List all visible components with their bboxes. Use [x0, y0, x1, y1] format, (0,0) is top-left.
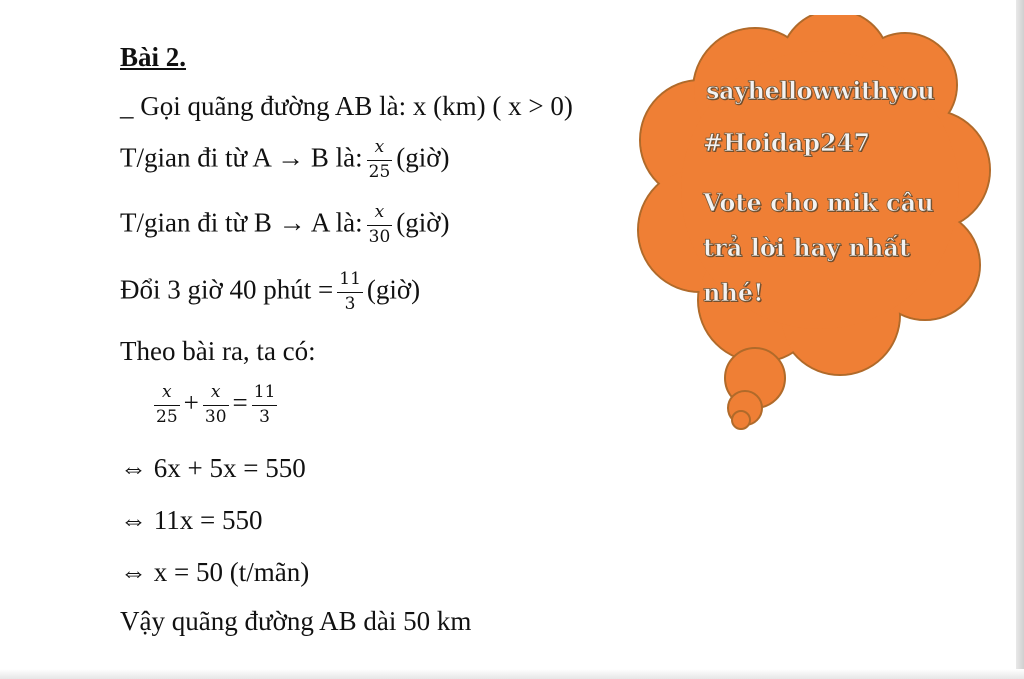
step-3: ⇔ x = 50 (t/mãn) [120, 557, 310, 587]
page-bottom-shadow [0, 669, 1024, 679]
cloud-vote-message: Vote cho mik câu trả lời hay nhất nhé! [703, 188, 934, 307]
cloud-username: sayhellowwithyou [706, 76, 935, 105]
line-time-b-to-a [120, 203, 450, 247]
conversion-label: Đổi 3 giờ 40 phút = [120, 274, 334, 305]
unit-hours: (giờ) [396, 207, 450, 238]
eq-fraction-x-30: $\frac{x}{30}$ [204, 382, 227, 427]
eq-fraction-x-25: $\frac{x}{25}$ [156, 382, 178, 427]
equation [150, 383, 281, 427]
fraction-x-25: $\frac{x}{25}$ [368, 137, 391, 182]
problem-title: Bài 2. [120, 42, 187, 72]
step-1: ⇔ 6x + 5x = 550 [120, 453, 306, 483]
cloud-hashtag: #Hoidap247 [703, 128, 871, 157]
fraction-11-3: $\frac{11}{3}$ [339, 269, 361, 314]
step-2: ⇔ 11x = 550 [120, 505, 263, 535]
unit-hours: (giờ) [366, 274, 421, 305]
fraction-x-30: $\frac{x}{30}$ [368, 202, 391, 247]
time-a-b-label: T/gian đi từ A → B là: [120, 142, 363, 173]
line-conversion [120, 270, 420, 314]
conclusion: Vậy quãng đường AB dài 50 km [120, 606, 472, 636]
line-setup: Theo bài ra, ta có: [120, 336, 316, 366]
time-b-a-label: T/gian đi từ B → A là: [120, 207, 363, 238]
line-assumption: _ Gọi quãng đường AB là: x (km) ( x > 0) [120, 91, 573, 121]
plus-sign: + [183, 387, 199, 418]
equals-sign: = [232, 387, 248, 418]
thought-bubble-small [732, 411, 750, 429]
line-time-a-to-b [120, 138, 450, 182]
eq-fraction-11-3: $\frac{11}{3}$ [253, 382, 276, 427]
page-right-shadow [1016, 0, 1024, 679]
unit-hours: (giờ) [396, 142, 450, 173]
